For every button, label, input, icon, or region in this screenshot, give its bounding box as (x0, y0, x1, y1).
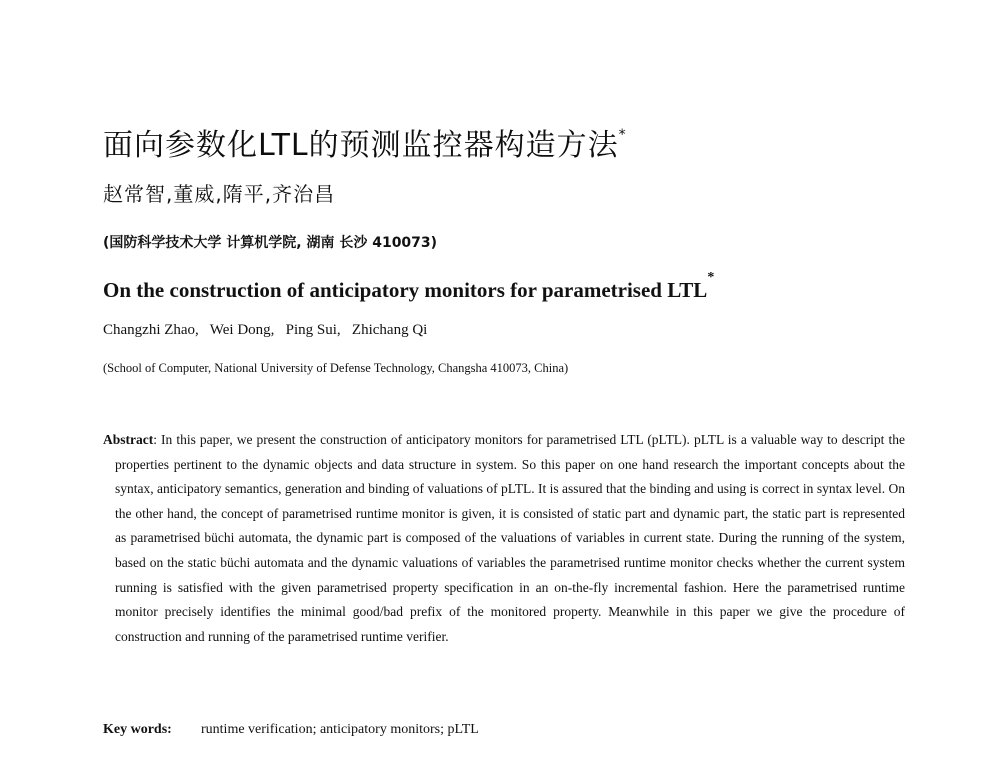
english-authors (103, 322, 427, 339)
chinese-title (103, 120, 627, 164)
chinese-authors: 赵常智,董威,隋平,齐治昌 (103, 182, 336, 206)
abstract-label: Abstract (103, 432, 154, 447)
abstract (103, 428, 905, 649)
english-title (103, 270, 714, 303)
english-authors-text: Changzhi Zhao, Wei Dong, Ping Sui, Zhichang Qi (103, 322, 428, 338)
keywords-text: runtime verification; anticipatory monitors; pLTL (201, 722, 479, 737)
keywords (103, 722, 479, 738)
english-affiliation: (School of Computer, National University of Defense Technology, Changsha 410073, China) (103, 361, 569, 375)
english-title-text: On the construction of anticipatory monitors for parametrised LTL (103, 278, 708, 302)
abstract-colon: : (153, 432, 162, 447)
chinese-title-footnote-mark: * (618, 127, 627, 143)
keywords-label: Key words: (103, 722, 172, 737)
abstract-text: In this paper, we present the construction of anticipatory monitors for parametrised LTL (pLTL). pLTL is a valuable way to descript the properties pertinent to the dynamic objects and data structure in system. So this paper on one hand research the important concepts about the syntax, anticipatory semantics, generation and binding of valuations of pLTL. It is assured that the binding and using is correct in syntax level. On the other hand, the concept of parametrised runtime monitor is given, it is consisted of static part and dynamic part, the static part is represented as parametrised büchi automata, the dynamic part is composed of the valuations of variables in current state. During the running of the system, based on the static büchi automata and the dynamic valuations of variables the parametrised runtime monitor checks whether the current system running is satisfied with the given parametrised property specification in an on-the-fly incremental fashion. Here the parametrised runtime monitor precisely identifies the minimal good/bad prefix of the monitored property. Meanwhile in this paper we give the procedure of construction and running of the parametrised runtime verifier. (115, 432, 905, 644)
chinese-affiliation: (国防科学技术大学 计算机学院, 湖南 长沙 410073) (103, 235, 438, 251)
chinese-title-text: 面向参数化LTL的预测监控器构造方法 (103, 128, 619, 163)
english-title-footnote-mark: * (707, 270, 715, 285)
